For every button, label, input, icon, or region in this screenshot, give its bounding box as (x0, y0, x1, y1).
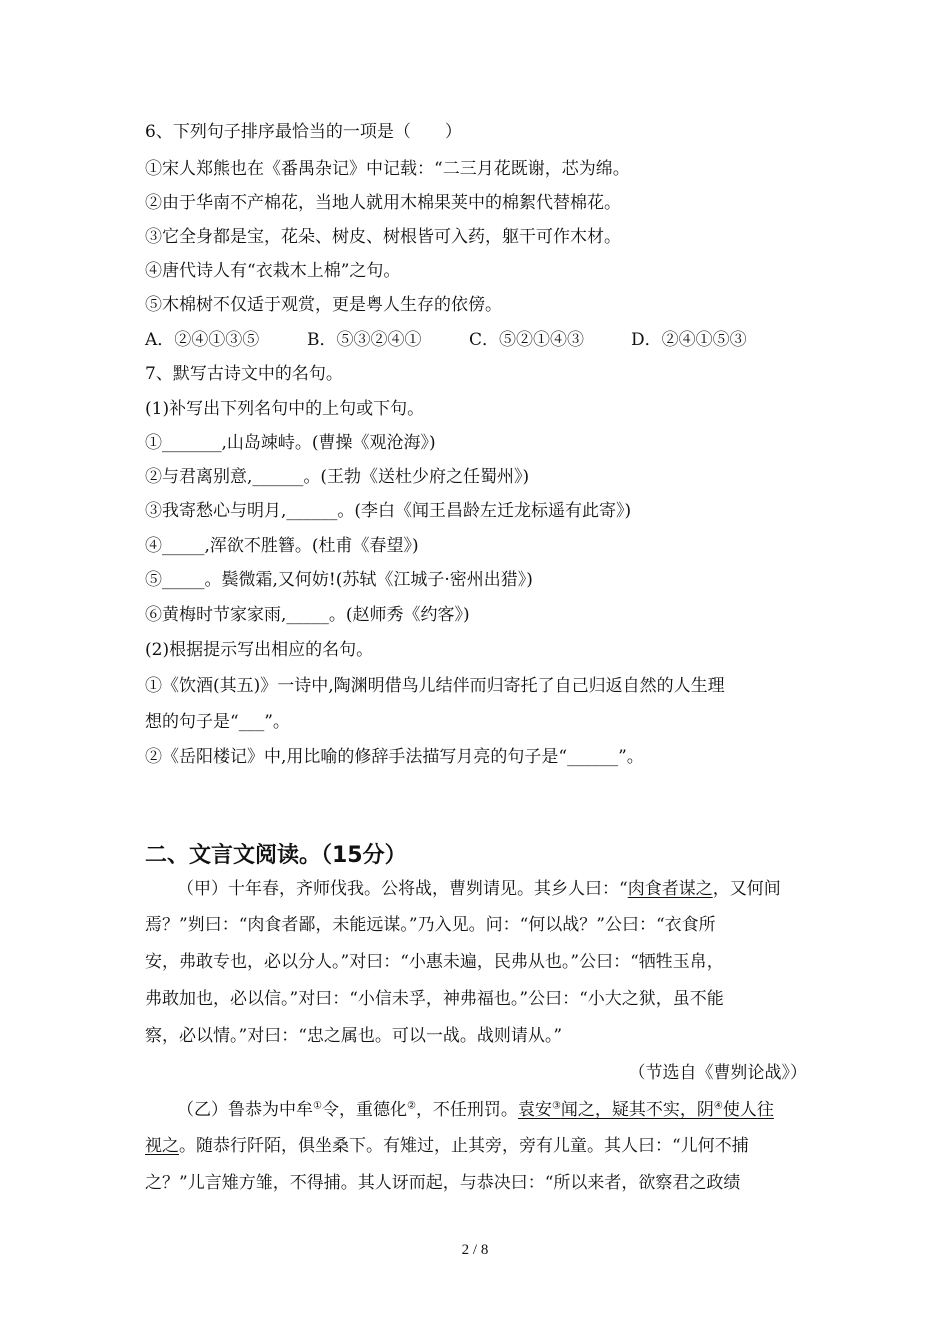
question-7-item: ⑤_____。鬓微霜,又何妨!(苏轼《江城子·密州出猎》) (145, 570, 533, 590)
underlined-phrase: 袁安③闻之，疑其不实，阴④使人往 (517, 1100, 774, 1120)
question-7-item: ②与君离别意,______。(王勃《送杜少府之任蜀州》) (145, 467, 530, 487)
section-heading: 二、文言文阅读。（15分） (145, 843, 407, 868)
option-a: A．②④①③⑤ (145, 330, 260, 350)
passage-yi-line: 视之。随恭行阡陌，俱坐桑下。有雉过，止其旁，旁有儿童。其人曰：“儿何不捕 (145, 1136, 749, 1156)
passage-jia-source: （节选自《曹刿论战》） (628, 1063, 807, 1083)
passage-yi-line: （乙）鲁恭为中牟①令，重德化②，不任刑罚。袁安③闻之，疑其不实，阴④使人往 (177, 1100, 774, 1120)
page-number: 2 / 8 (461, 1242, 489, 1258)
question-7-item: ①_______,山岛竦峙。(曹操《观沧海》) (145, 433, 436, 453)
question-7-item: ⑥黄梅时节家家雨,_____。(赵师秀《约客》) (145, 605, 470, 625)
passage-jia-line: 弗敢加也，必以信。”对曰：“小信未孚，神弗福也。”公曰：“小大之狱，虽不能 (145, 989, 724, 1009)
underlined-phrase: 肉食者谋之 (627, 879, 713, 899)
underlined-phrase: 视之 (145, 1136, 179, 1156)
passage-jia-line: 察，必以情。”对曰：“忠之属也。可以一战。战则请从。” (145, 1026, 563, 1046)
question-7-part2-item2: ②《岳阳楼记》中,用比喻的修辞手法描写月亮的句子是“______”。 (145, 747, 644, 767)
question-6-item: ③它全身都是宝，花朵、树皮、树根皆可入药，躯干可作木材。 (145, 227, 621, 247)
option-c: C．⑤②①④③ (469, 330, 585, 350)
footnote-marker: ③ (551, 1100, 561, 1112)
question-7-part1-title: (1)补写出下列名句中的上句或下句。 (145, 399, 425, 419)
question-7-item: ④_____,浑欲不胜簪。(杜甫《春望》) (145, 536, 419, 556)
footnote-marker: ④ (713, 1100, 723, 1112)
footnote-marker: ① (313, 1100, 322, 1112)
passage-jia-line: （甲）十年春，齐师伐我。公将战，曹刿请见。其乡人曰：“肉食者谋之，又何间 (177, 879, 781, 899)
passage-jia-line: 焉？”刿曰：“肉食者鄙，未能远谋。”乃入见。问：“何以战？”公曰：“衣食所 (145, 915, 716, 935)
passage-yi-line: 之？”儿言雉方雏，不得捕。其人讶而起，与恭决曰：“所以来者，欲察君之政绩 (145, 1173, 741, 1193)
passage-jia-line: 安，弗敢专也，必以分人。”对曰：“小惠未遍，民弗从也。”公曰：“牺牲玉帛， (145, 952, 724, 972)
question-7-stem: 7、默写古诗文中的名句。 (145, 364, 343, 384)
option-b: B．⑤③②④① (307, 330, 422, 350)
question-6-item: ②由于华南不产棉花，当地人就用木棉果荚中的棉絮代替棉花。 (145, 193, 621, 213)
footnote-marker: ② (406, 1100, 416, 1112)
question-6-item: ①宋人郑熊也在《番禺杂记》中记载：“二三月花既谢，芯为绵。 (145, 159, 630, 179)
question-7-part2-title: (2)根据提示写出相应的名句。 (145, 640, 374, 660)
question-7-part2-item1-cont: 想的句子是“___”。 (145, 712, 290, 732)
question-6-item: ④唐代诗人有“衣栽木上棉”之句。 (145, 261, 401, 281)
question-6-item: ⑤木棉树不仅适于观赏，更是粤人生存的依傍。 (145, 295, 502, 315)
question-7-item: ③我寄愁心与明月,______。(李白《闻王昌龄左迁龙标遥有此寄》) (145, 501, 632, 521)
question-6-stem: 6、下列句子排序最恰当的一项是（ ） (145, 122, 462, 142)
question-6-options (145, 328, 793, 352)
question-7-part2-item1: ①《饮酒(其五)》一诗中,陶渊明借鸟儿结伴而归寄托了自己归返自然的人生理 (145, 676, 725, 696)
option-d: D．②④①⑤③ (631, 330, 747, 350)
